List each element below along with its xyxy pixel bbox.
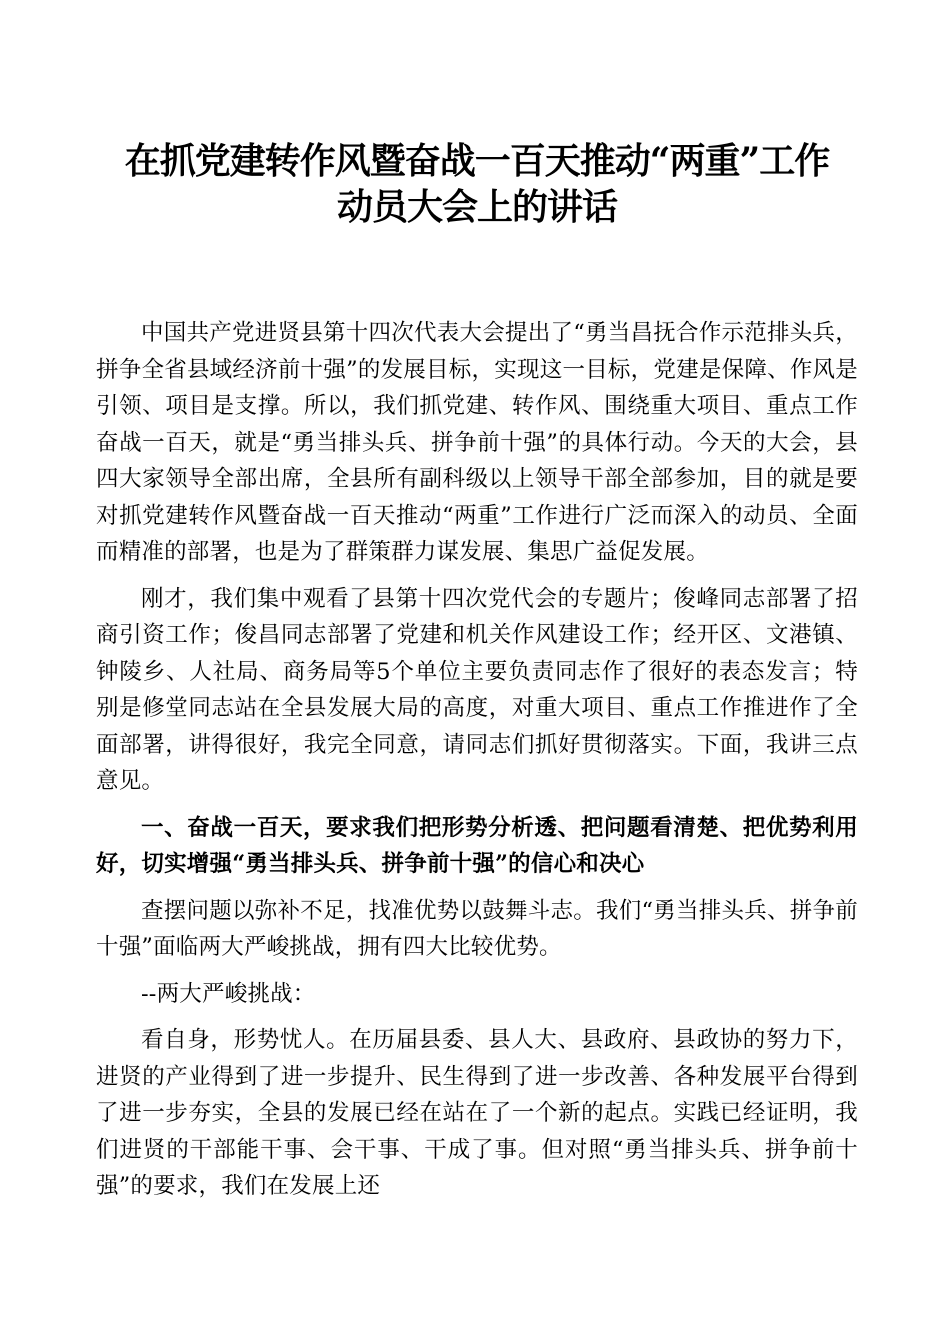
- section-heading-1: 一、奋战一百天，要求我们把形势分析透、把问题看清楚、把优势利用好，切实增强“勇当排头兵、拼争前十强”的信心和决心: [96, 814, 858, 877]
- paragraph-self-assessment: 看自身，形势忧人。在历届县委、县人大、县政府、县政协的努力下，进贤的产业得到了进一步提升、民生得到了进一步改善、各种发展平台得到了进一步夯实，全县的发展已经在站在了一个新的起点。实践已经证明，我们进贤的干部能干事、会干事、干成了事。但对照“勇当排头兵、拼争前十强”的要求，我们在发展上还: [96, 1027, 858, 1199]
- title-line-2: 动员大会上的讲话: [336, 186, 617, 228]
- document-body: [96, 315, 858, 1205]
- paragraph-recap: 刚才，我们集中观看了县第十四次党代会的专题片；俊峰同志部署了招商引资工作；俊昌同志部署了党建和机关作风建设工作；经开区、文港镇、钟陵乡、人社局、商务局等5个单位主要负责同志作了很好的表态发言；特别是修堂同志站在全县发展大局的高度，对重大项目、重点工作推进作了全面部署，讲得很好，我完全同意，请同志们抓好贯彻落实。下面，我讲三点意见。: [96, 585, 858, 794]
- paragraph-challenges-intro: 查摆问题以弥补不足，找准优势以鼓舞斗志。我们“勇当排头兵、拼争前十强”面临两大严峻挑战，拥有四大比较优势。: [96, 897, 858, 960]
- document-page: [96, 138, 858, 1205]
- document-title: [96, 138, 858, 230]
- title-line-1: 在抓党建转作风暨奋战一百天推动“两重”工作: [124, 140, 830, 182]
- paragraph-intro: 中国共产党进贤县第十四次代表大会提出了“勇当昌抚合作示范排头兵，拼争全省县域经济前十强”的发展目标，实现这一目标，党建是保障、作风是引领、项目是支撑。所以，我们抓党建、转作风、围绕重大项目、重点工作奋战一百天，就是“勇当排头兵、拼争前十强”的具体行动。今天的大会，县四大家领导全部出席，全县所有副科级以上领导干部全部参加，目的就是要对抓党建转作风暨奋战一百天推动“两重”工作进行广泛而深入的动员、全面而精准的部署，也是为了群策群力谋发展、集思广益促发展。: [96, 320, 858, 565]
- subheading-challenges: --两大严峻挑战：: [141, 980, 316, 1007]
